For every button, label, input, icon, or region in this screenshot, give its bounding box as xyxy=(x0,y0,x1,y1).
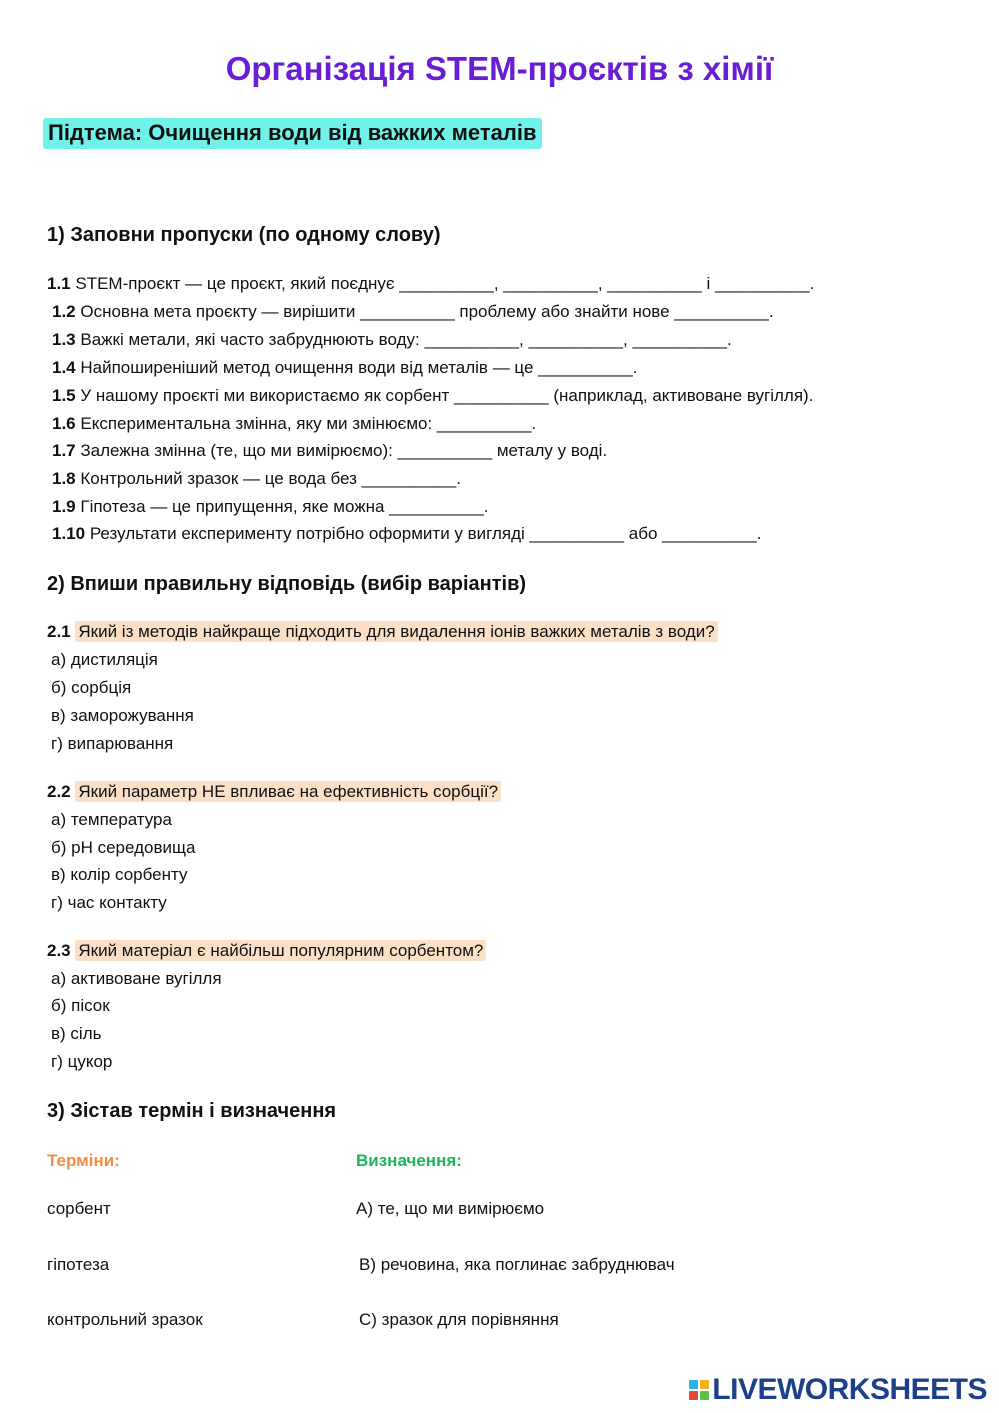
item-text: Важкі метали, які часто забруднюють воду: __________, __________, __________. xyxy=(75,330,732,349)
answer-option[interactable]: в) сіль xyxy=(51,1024,102,1043)
item-text: STEM-проєкт — це проєкт, який поєднує __________, __________, __________ і __________. xyxy=(70,274,815,293)
question-text: Який із методів найкраще підходить для видалення іонів важких металів з води? xyxy=(75,621,717,642)
answer-option[interactable]: г) випарювання xyxy=(51,734,174,753)
item-number: 1.5 xyxy=(52,386,76,405)
answer-option[interactable]: г) час контакту xyxy=(51,893,167,912)
term-item[interactable]: гіпотеза xyxy=(47,1255,110,1274)
term-item[interactable]: сорбент xyxy=(47,1199,111,1218)
item-number: 1.1 xyxy=(47,274,71,293)
answer-option[interactable]: б) пісок xyxy=(51,996,110,1015)
term-item[interactable]: контрольний зразок xyxy=(47,1310,203,1329)
definition-item[interactable]: С) зразок для порівняння xyxy=(359,1310,559,1329)
item-number: 1.7 xyxy=(52,441,76,460)
answer-option[interactable]: а) температура xyxy=(51,810,172,829)
item-number: 1.2 xyxy=(52,302,76,321)
item-text: Контрольний зразок — це вода без __________. xyxy=(75,469,461,488)
answer-option[interactable]: а) активоване вугілля xyxy=(51,969,222,988)
question xyxy=(47,941,486,961)
fill-item xyxy=(52,469,461,489)
liveworksheets-logo-icon xyxy=(689,1380,709,1400)
question-number: 2.2 xyxy=(47,782,71,801)
liveworksheets-logo xyxy=(689,1374,987,1406)
subtopic-label: Підтема: Очищення води від важких металів xyxy=(43,118,542,149)
item-text: Результати експерименту потрібно оформити у вигляді __________ або __________. xyxy=(85,524,762,543)
item-text: Основна мета проєкту — вирішити __________ проблему або знайти нове __________. xyxy=(75,302,774,321)
answer-option[interactable]: в) заморожування xyxy=(51,706,194,725)
answer-option[interactable]: а) дистиляція xyxy=(51,650,158,669)
question xyxy=(47,782,501,802)
fill-item xyxy=(52,302,774,322)
fill-item xyxy=(52,441,607,461)
fill-item xyxy=(52,497,488,517)
page-title: Організація STEM-проєктів з хімії xyxy=(225,50,774,87)
item-text: Найпоширеніший метод очищення води від металів — це __________. xyxy=(75,358,638,377)
logo-text: LIVEWORKSHEETS xyxy=(712,1373,987,1406)
fill-item xyxy=(52,330,732,350)
question xyxy=(47,622,718,642)
item-text: Залежна змінна (те, що ми вимірюємо): __________ металу у воді. xyxy=(75,441,608,460)
definitions-heading: Визначення: xyxy=(356,1151,462,1170)
item-number: 1.3 xyxy=(52,330,76,349)
item-text: Експериментальна змінна, яку ми змінюємо: __________. xyxy=(75,414,537,433)
answer-option[interactable]: г) цукор xyxy=(51,1052,113,1071)
section-2-heading: 2) Впиши правильну відповідь (вибір варіантів) xyxy=(47,573,527,595)
fill-item xyxy=(52,524,761,544)
section-3-heading: 3) Зістав термін і визначення xyxy=(47,1100,337,1122)
section-1-heading: 1) Заповни пропуски (по одному слову) xyxy=(47,224,441,246)
item-text: У нашому проєкті ми використаємо як сорбент __________ (наприклад, активоване вугілля). xyxy=(75,386,814,405)
fill-item xyxy=(52,414,536,434)
answer-option[interactable]: б) pH середовища xyxy=(51,838,196,857)
answer-option[interactable]: б) сорбція xyxy=(51,678,132,697)
terms-heading: Терміни: xyxy=(47,1151,120,1170)
fill-item xyxy=(52,358,637,378)
answer-option[interactable]: в) колір сорбенту xyxy=(51,865,188,884)
question-number: 2.1 xyxy=(47,622,71,641)
fill-item xyxy=(52,386,813,406)
definition-item[interactable]: А) те, що ми вимірюємо xyxy=(356,1199,545,1218)
item-number: 1.6 xyxy=(52,414,76,433)
item-number: 1.9 xyxy=(52,497,76,516)
fill-item xyxy=(47,274,814,294)
item-number: 1.8 xyxy=(52,469,76,488)
item-number: 1.4 xyxy=(52,358,76,377)
definition-item[interactable]: В) речовина, яка поглинає забруднювач xyxy=(359,1255,675,1274)
question-text: Який матеріал є найбільш популярним сорбентом? xyxy=(75,940,486,961)
item-number: 1.10 xyxy=(52,524,86,543)
question-number: 2.3 xyxy=(47,941,71,960)
question-text: Який параметр НЕ впливає на ефективність сорбції? xyxy=(75,781,501,802)
item-text: Гіпотеза — це припущення, яке можна __________. xyxy=(75,497,489,516)
